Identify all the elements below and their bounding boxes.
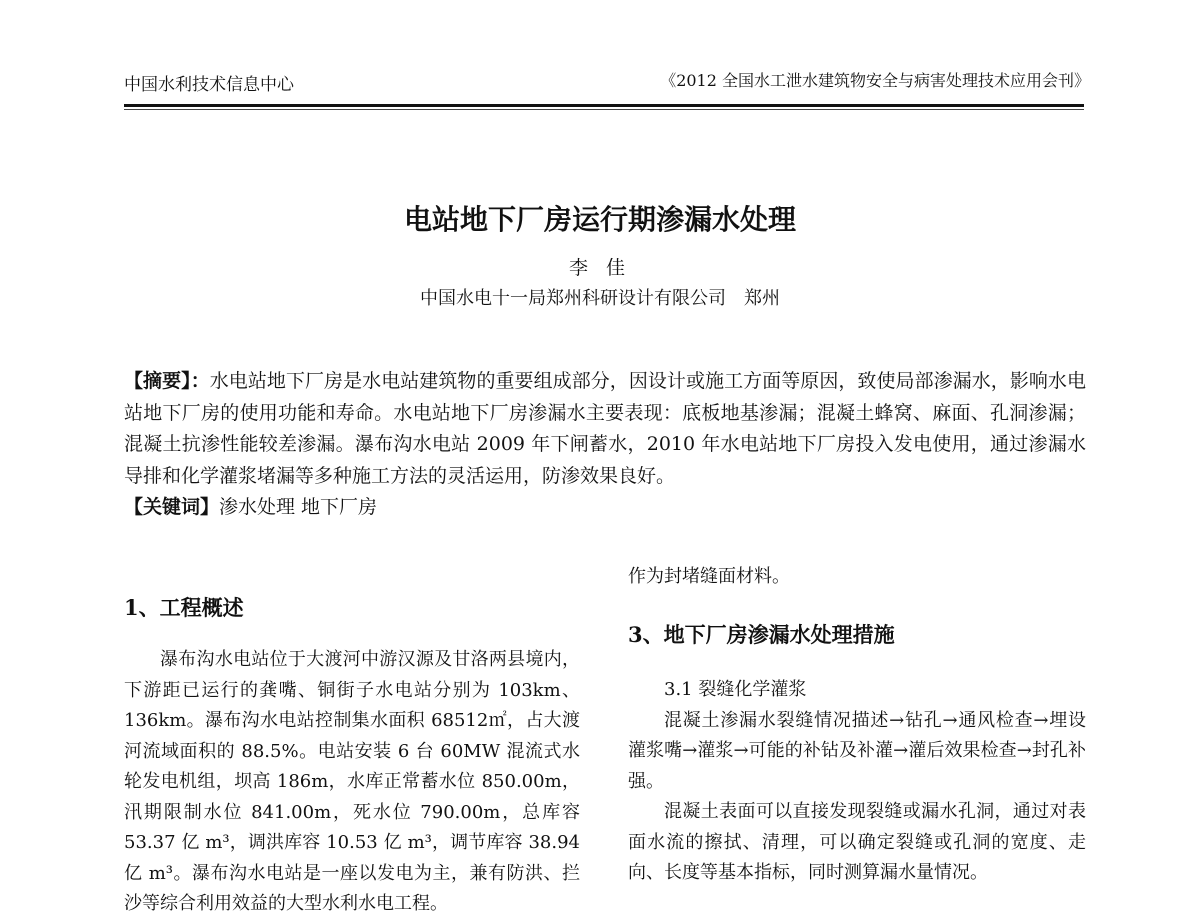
- right-column-body: [628, 675, 1086, 882]
- subsection-3-1-heading: 3.1 裂缝化学灌浆: [664, 679, 807, 700]
- paper-title: 电站地下厂房运行期渗漏水处理: [403, 203, 796, 236]
- header-rule-thick: [124, 104, 1084, 107]
- section-3-1-para-1: 混凝土渗漏水裂缝情况描述→钻孔→通风检查→埋设灌浆嘴→灌浆→可能的补钻及补灌→灌后效果检查→封孔补强。: [628, 709, 1086, 792]
- keywords-line: [124, 492, 1086, 524]
- abstract-paragraph: [124, 366, 1086, 492]
- keywords-label: 【关键词】: [124, 496, 220, 518]
- section-1-body: 瀑布沟水电站位于大渡河中游汉源及甘洛两县境内，下游距已运行的龚嘴、铜街子水电站分别为 103km、136km。瀑布沟水电站控制集水面积 68512㎡，占大渡河流域面积的 88.5%。电站安装 6 台 60MW 混流式水轮发电机组，坝高 186m，水库正常蓄水位 850.00m，汛期限制水位 841.00m，死水位 790.00m，总库容 53.37 亿 m³，调洪库容 10.53 亿 m³，调节库容 38.94 亿 m³。瀑布沟水电站是一座以发电为主，兼有防洪、拦沙等综合利用效益的大型水利水电工程。: [124, 649, 581, 914]
- running-header-left: 中国水利技术信息中心: [124, 75, 294, 95]
- author-name: 李 佳: [568, 257, 632, 279]
- left-column: [124, 645, 581, 914]
- author-affiliation: 中国水电十一局郑州科研设计有限公司 郑州: [420, 288, 780, 309]
- section-3-1-para-2: 混凝土表面可以直接发现裂缝或漏水孔洞，通过对表面水流的擦拭、清理，可以确定裂缝或孔洞的宽度、走向、长度等基本指标，同时测算漏水量情况。: [628, 801, 1086, 883]
- header-rule-thin: [124, 109, 1084, 110]
- abstract-block: [124, 366, 1086, 524]
- section-3-heading: 3、地下厂房渗漏水处理措施: [628, 622, 895, 647]
- abstract-text: 水电站地下厂房是水电站建筑物的重要组成部分，因设计或施工方面等原因，致使局部渗漏水，影响水电站地下厂房的使用功能和寿命。水电站地下厂房渗漏水主要表现：底板地基渗漏；混凝土蜂窝、麻面、孔洞渗漏；混凝土抗渗性能较差渗漏。瀑布沟水电站 2009 年下闸蓄水，2010 年水电站地下厂房投入发电使用，通过渗漏水导排和化学灌浆堵漏等多种施工方法的灵活运用，防渗效果良好。: [124, 370, 1086, 487]
- right-column-continued: 作为封堵缝面材料。: [628, 566, 790, 587]
- abstract-label: 【摘要】：: [124, 370, 210, 392]
- section-1-heading: 1、工程概述: [124, 595, 244, 620]
- keywords-text: 渗水处理 地下厂房: [219, 496, 378, 518]
- running-header-right: 《2012 全国水工泄水建筑物安全与病害处理技术应用会刊》: [660, 71, 1090, 90]
